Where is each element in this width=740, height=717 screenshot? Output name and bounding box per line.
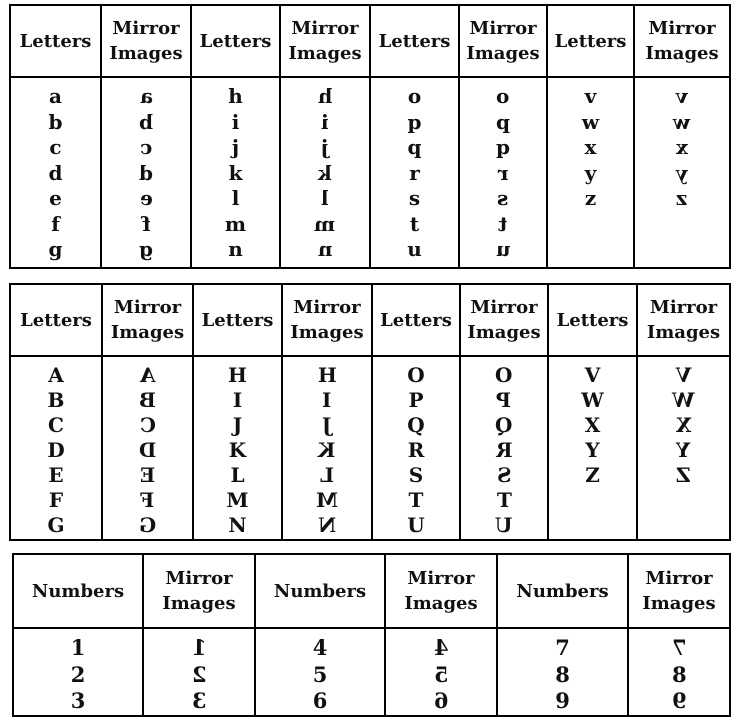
mirror-images-header: Mirror Images	[280, 5, 370, 77]
glyph: L	[230, 463, 245, 487]
glyph: l	[231, 186, 240, 210]
mirror-images-header: Mirror Images	[143, 554, 255, 628]
mirror-glyph: e	[139, 186, 153, 210]
mirror-images-header: Mirror Images	[282, 284, 372, 356]
glyph: C	[48, 413, 64, 437]
mirror-glyph: O	[495, 363, 513, 387]
mirror-glyph: o	[496, 84, 510, 108]
glyph: R	[407, 438, 425, 462]
mirror-glyph: T	[496, 488, 512, 512]
letters-header: Letters	[370, 5, 459, 77]
uppercase-mirror-table	[9, 283, 731, 541]
mirror-glyph: Q	[495, 413, 513, 437]
mirror-images-column	[637, 356, 730, 540]
glyph: d	[48, 160, 63, 185]
mirror-glyph: 3	[191, 688, 207, 713]
glyph: 6	[312, 688, 328, 713]
mirror-images-column	[385, 628, 497, 716]
mirror-glyph: i	[321, 109, 329, 134]
numbers-column	[497, 628, 628, 716]
glyph: T	[408, 488, 424, 512]
mirror-glyph: G	[138, 513, 157, 537]
letters-column	[10, 356, 102, 540]
glyph: x	[584, 135, 597, 159]
table-header-row	[10, 284, 730, 356]
letters-column	[372, 356, 460, 540]
glyph: F	[48, 488, 64, 512]
letters-column	[548, 356, 637, 540]
mirror-glyph: x	[676, 135, 688, 159]
glyph: p	[407, 109, 422, 134]
mirror-glyph: l	[321, 186, 329, 210]
glyph: V	[584, 363, 601, 387]
letters-column	[191, 77, 280, 268]
numbers-header: Numbers	[13, 554, 143, 628]
table-body-row	[10, 356, 730, 540]
glyph: A	[48, 363, 64, 387]
glyph: P	[408, 388, 424, 412]
mirror-glyph: t	[498, 211, 508, 236]
letters-column	[10, 77, 101, 268]
glyph: Q	[407, 413, 425, 437]
numbers-column	[13, 628, 143, 716]
mirror-glyph: p	[496, 109, 510, 134]
mirror-glyph: U	[495, 513, 513, 537]
glyph: J	[232, 413, 243, 437]
glyph: X	[584, 413, 601, 437]
mirror-glyph: S	[496, 463, 512, 487]
letters-column	[370, 77, 459, 268]
glyph: 4	[312, 635, 328, 660]
letters-header: Letters	[10, 5, 101, 77]
glyph: 8	[555, 661, 570, 687]
mirror-images-column	[280, 77, 370, 268]
mirror-glyph: K	[318, 438, 336, 462]
glyph: e	[49, 186, 62, 210]
mirror-glyph: 8	[671, 661, 687, 687]
mirror-glyph: F	[140, 488, 155, 512]
mirror-glyph: w	[673, 109, 691, 134]
mirror-glyph: 5	[433, 661, 449, 687]
glyph: 1	[70, 635, 86, 660]
mirror-glyph: B	[139, 388, 156, 412]
mirror-glyph: H	[317, 363, 337, 387]
mirror-glyph: 6	[433, 688, 449, 713]
mirror-glyph: J	[322, 413, 332, 437]
numbers-mirror-table	[12, 553, 731, 717]
mirror-glyph: q	[496, 135, 510, 159]
mirror-images-column	[460, 356, 548, 540]
table-body-row	[10, 77, 730, 268]
letters-header: Letters	[10, 284, 102, 356]
glyph: g	[48, 237, 63, 261]
mirror-images-header: Mirror Images	[102, 284, 193, 356]
mirror-glyph: k	[318, 160, 332, 185]
mirror-glyph: W	[672, 388, 695, 412]
glyph: O	[407, 363, 425, 387]
mirror-glyph: f	[141, 211, 151, 236]
mirror-glyph: R	[495, 438, 513, 462]
mirror-images-column	[459, 77, 547, 268]
glyph: b	[48, 109, 63, 134]
mirror-images-column	[101, 77, 191, 268]
mirror-images-header: Mirror Images	[634, 5, 730, 77]
mirror-glyph: D	[138, 438, 157, 462]
glyph: 3	[70, 688, 86, 713]
glyph: s	[408, 186, 421, 210]
mirror-glyph: g	[139, 237, 153, 261]
mirror-glyph: L	[319, 463, 335, 487]
glyph: y	[584, 160, 597, 185]
glyph: k	[228, 160, 243, 185]
mirror-images-header: Mirror Images	[385, 554, 497, 628]
glyph: h	[228, 84, 243, 108]
letters-header: Letters	[372, 284, 460, 356]
mirror-glyph: M	[315, 488, 339, 512]
mirror-images-header: Mirror Images	[460, 284, 548, 356]
table-body-row	[13, 628, 730, 716]
glyph: 5	[312, 661, 328, 687]
mirror-images-header: Mirror Images	[637, 284, 730, 356]
mirror-glyph: z	[676, 186, 688, 210]
glyph: S	[408, 463, 424, 487]
glyph: r	[409, 160, 420, 185]
glyph: 7	[555, 635, 570, 660]
mirror-images-column	[143, 628, 255, 716]
numbers-header: Numbers	[497, 554, 628, 628]
glyph: j	[231, 135, 240, 159]
mirror-glyph: 4	[433, 635, 449, 660]
glyph: m	[224, 211, 247, 236]
mirror-glyph: d	[139, 160, 153, 185]
mirror-glyph: C	[139, 413, 156, 437]
mirror-images-header: Mirror Images	[459, 5, 547, 77]
glyph: c	[49, 135, 62, 159]
glyph: M	[226, 488, 249, 512]
glyph: i	[231, 109, 240, 134]
mirror-glyph: b	[139, 109, 153, 134]
mirror-glyph: c	[139, 135, 153, 159]
numbers-column	[255, 628, 385, 716]
letters-header: Letters	[547, 5, 634, 77]
letters-header: Letters	[191, 5, 280, 77]
glyph: Z	[585, 463, 600, 487]
letters-header: Letters	[548, 284, 637, 356]
mirror-glyph: j	[321, 135, 329, 159]
mirror-glyph: n	[317, 237, 333, 261]
mirror-glyph: Y	[676, 438, 691, 462]
glyph: z	[584, 186, 597, 210]
glyph: Y	[585, 438, 600, 462]
mirror-glyph: u	[495, 237, 511, 261]
glyph: N	[228, 513, 247, 537]
mirror-glyph: h	[317, 84, 333, 108]
mirror-images-column	[628, 628, 730, 716]
letters-column	[193, 356, 282, 540]
glyph: o	[407, 84, 422, 108]
mirror-glyph: A	[139, 363, 156, 387]
mirror-glyph: 2	[191, 661, 207, 687]
glyph: n	[228, 237, 243, 261]
mirror-glyph: Z	[676, 463, 691, 487]
mirror-glyph: 7	[671, 635, 687, 660]
glyph: v	[584, 84, 597, 108]
glyph: H	[228, 363, 247, 387]
mirror-glyph: y	[676, 160, 688, 185]
glyph: q	[407, 135, 422, 159]
mirror-glyph: m	[314, 211, 336, 236]
glyph: K	[228, 438, 247, 462]
glyph: u	[407, 237, 422, 261]
mirror-glyph: r	[497, 160, 509, 185]
mirror-glyph: V	[675, 363, 692, 387]
letters-column	[547, 77, 634, 268]
mirror-glyph: 9	[671, 688, 687, 713]
glyph: U	[407, 513, 425, 537]
glyph: f	[51, 211, 60, 236]
mirror-images-column	[282, 356, 372, 540]
mirror-glyph: a	[139, 84, 153, 108]
mirror-images-header: Mirror Images	[101, 5, 191, 77]
mirror-images-header: Mirror Images	[628, 554, 730, 628]
glyph: 9	[555, 688, 570, 713]
mirror-glyph: X	[675, 413, 692, 437]
mirror-glyph: v	[676, 84, 688, 108]
mirror-glyph: 1	[191, 635, 207, 660]
numbers-header: Numbers	[255, 554, 385, 628]
glyph: w	[581, 109, 600, 134]
glyph: E	[48, 463, 64, 487]
mirror-glyph: E	[139, 463, 156, 487]
lowercase-mirror-table	[9, 4, 731, 269]
glyph: B	[47, 388, 65, 412]
mirror-images-column	[102, 356, 193, 540]
glyph: 2	[70, 661, 86, 687]
mirror-glyph: P	[496, 388, 512, 412]
mirror-glyph: I	[322, 388, 332, 412]
mirror-images-column	[634, 77, 730, 268]
glyph: t	[409, 211, 420, 236]
mirror-glyph: s	[497, 186, 509, 210]
table-header-row	[10, 5, 730, 77]
glyph: a	[49, 84, 62, 108]
glyph: D	[47, 438, 65, 462]
glyph: W	[581, 388, 604, 412]
mirror-glyph: N	[317, 513, 337, 537]
table-header-row	[13, 554, 730, 628]
letters-header: Letters	[193, 284, 282, 356]
glyph: G	[47, 513, 65, 537]
glyph: I	[232, 388, 243, 412]
